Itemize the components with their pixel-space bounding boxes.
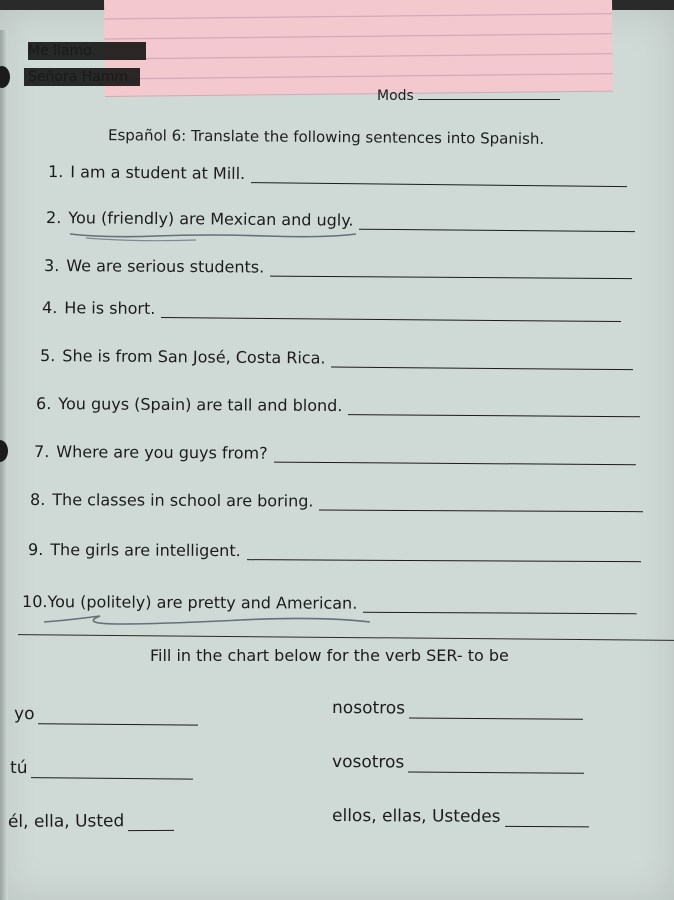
conjugation-row <box>332 752 584 774</box>
pronoun-label: yo <box>14 704 35 725</box>
pronoun-label: ellos, ellas, Ustedes <box>332 806 501 827</box>
item-sentence: Where are you guys from? <box>56 442 268 463</box>
mods-label: Mods <box>377 88 414 104</box>
item-sentence: You guys (Spain) are tall and blond. <box>58 394 343 416</box>
item-sentence: She is from San José, Costa Rica. <box>62 346 326 368</box>
conjugation-blank[interactable] <box>409 704 583 720</box>
answer-blank[interactable] <box>331 353 633 371</box>
item-number: 3. <box>44 256 60 276</box>
translation-item <box>30 490 644 512</box>
item-number: 1. <box>48 162 64 182</box>
paper-edge-shadow <box>0 30 8 900</box>
conjugation-blank[interactable] <box>31 763 193 779</box>
answer-blank[interactable] <box>247 545 641 562</box>
item-sentence: We are serious students. <box>66 256 265 277</box>
answer-blank[interactable] <box>270 262 632 280</box>
answer-blank[interactable] <box>348 400 640 417</box>
item-sentence: You (friendly) are Mexican and ugly. <box>68 208 354 230</box>
mods-blank[interactable] <box>418 87 560 100</box>
conjugation-row <box>332 698 583 720</box>
item-number: 9. <box>28 540 44 560</box>
redaction-bar <box>28 42 146 60</box>
pronoun-label: él, ella, Usted <box>7 811 125 832</box>
item-number: 4. <box>42 298 58 318</box>
pronoun-label: vosotros <box>332 752 405 773</box>
student-name-block <box>28 42 146 94</box>
item-sentence: The classes in school are boring. <box>52 490 314 511</box>
pronoun-label: nosotros <box>332 698 406 719</box>
redaction-bar <box>24 68 140 86</box>
item-sentence: The girls are intelligent. <box>50 540 241 561</box>
translation-item <box>28 540 641 562</box>
conjugation-row <box>10 758 194 780</box>
teacher-label-line <box>28 68 146 86</box>
item-number: 6. <box>36 394 52 414</box>
conjugation-blank[interactable] <box>504 812 588 827</box>
answer-blank[interactable] <box>319 496 643 513</box>
item-number: 7. <box>34 442 50 462</box>
pronoun-label: tú <box>10 758 28 779</box>
item-sentence: You (politely) are pretty and American. <box>47 592 358 613</box>
item-sentence: I am a student at Mill. <box>70 162 246 184</box>
item-number: 5. <box>40 346 56 366</box>
conjugation-blank[interactable] <box>128 816 174 831</box>
item-number: 10. <box>22 592 48 612</box>
name-label-line <box>28 42 146 60</box>
sticky-note <box>104 0 613 97</box>
item-number: 8. <box>30 490 46 510</box>
instructions-heading: Español 6: Translate the following sentences into Spanish. <box>107 126 545 148</box>
conjugation-row <box>332 806 589 827</box>
answer-blank[interactable] <box>359 215 635 232</box>
conjugation-blank[interactable] <box>38 709 198 725</box>
conjugation-row <box>14 704 199 726</box>
item-sentence: He is short. <box>64 298 156 318</box>
conjugation-row <box>8 811 174 832</box>
translation-item <box>22 592 637 614</box>
answer-blank[interactable] <box>363 598 637 614</box>
conjugation-blank[interactable] <box>408 758 584 774</box>
mods-field <box>377 87 560 104</box>
answer-blank[interactable] <box>274 448 636 466</box>
item-number: 2. <box>46 208 62 228</box>
verb-chart-title: Fill in the chart below for the verb SER- to be <box>150 646 509 665</box>
